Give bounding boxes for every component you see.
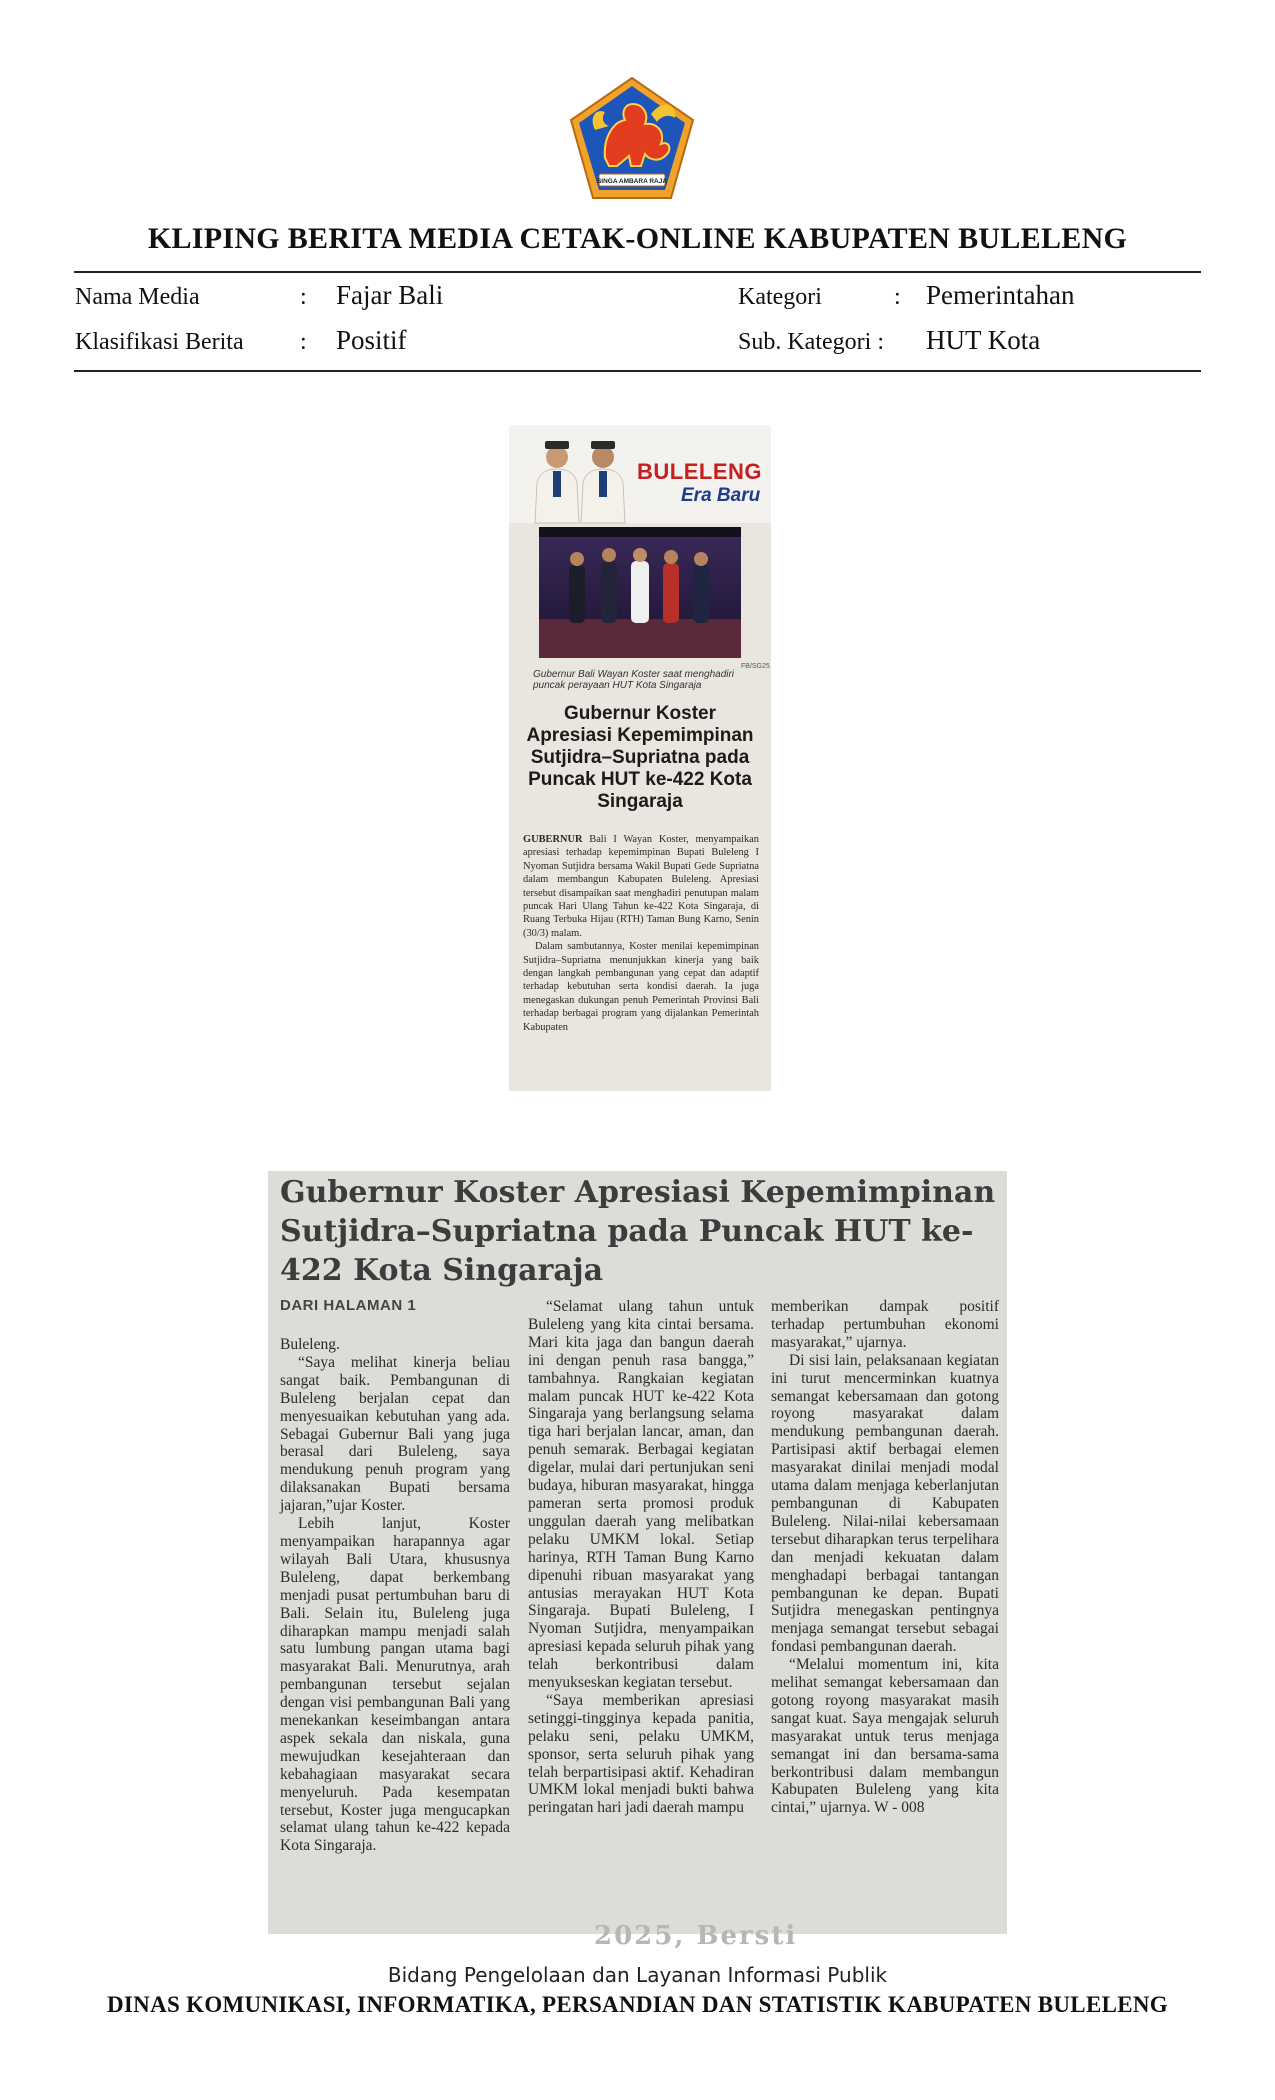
media-name-value: Fajar Bali [336,280,444,310]
footer-agency: DINAS KOMUNIKASI, INFORMATIKA, PERSANDIAN DAN STATISTIK KABUPATEN BULELENG [107,1992,1168,2017]
column-paragraph: “Melalui momentum ini, kita melihat semangat kebersamaan dan gotong royong masyarakat masih sangat kuat. Saya mengajak seluruh masyarakat untuk terus menjaga semangat ini dan bersama-sama berkontribusi dalam membangun Kabupaten Buleleng yang kita cintai,” ujarnya. W - 008 [771,1656,999,1817]
category-value: Pemerintahan [926,280,1075,310]
document-title: KLIPING BERITA MEDIA CETAK-ONLINE KABUPATEN BULELENG [147,222,1128,255]
article-column-2 [528,1298,754,1817]
official-portrait-left-icon [531,437,583,523]
column-paragraph: Lebih lanjut, Koster menyampaikan harapannya agar wilayah Bali Utara, khususnya Buleleng, dapat berkembang menjadi pusat pertumbuhan baru di Bali. Selain itu, Buleleng juga diharapkan mampu menjadi salah satu lumbung pangan utama bagi masyarakat Bali. Menurutnya, arah pembangunan tersebut sejalan dengan visi pembangunan Bali yang menekankan keseimbangan antara aspek sekala dan niskala, guna mewujudkan kesejahteraan dan kebahagiaan masyarakat secara menyeluruh. Pada kesempatan tersebut, Koster juga mengucapkan selamat ulang tahun ke-422 kepada Kota Singaraja. [280,1515,510,1855]
official-portrait-right-icon [577,437,629,523]
subcategory-value: HUT Kota [926,325,1041,355]
column-paragraph: Di sisi lain, pelaksanaan kegiatan ini turut mencerminkan kuatnya semangat kebersamaan dan gotong royong masyarakat dalam mendukung pembangunan daerah. Partisipasi aktif berbagai elemen masyarakat dinilai menjadi modal utama dalam menjaga keberlanjutan pembangunan di Kabupaten Buleleng. Nilai-nilai kebersamaan tersebut diharapkan terus terpelihara dan menjadi kekuatan dalam menghadapi berbagai tantangan pembangunan ke depan. Bupati Sutjidra menegaskan pentingnya menjaga semangat tersebut sebagai fondasi pembangunan daerah. [771,1351,999,1656]
svg-text:SINGA AMBARA RAJA: SINGA AMBARA RAJA [596,178,668,185]
classification-label: Klasifikasi Berita [75,329,244,355]
continued-from-label: DARI HALAMAN 1 [280,1297,417,1314]
clipping-headline: Gubernur Koster Apresiasi Kepemimpinan Sutjidra–Supriatna pada Puncak HUT ke-422 Kota Singaraja [526,703,754,812]
media-name-separator: : [300,284,307,310]
column-paragraph: “Saya memberikan apresiasi setinggi-tingginya kepada panitia, pelaku seni, pelaku UMKM, sponsor, serta seluruh pihak yang telah berpartisipasi aktif. Kehadiran UMKM lokal menjadi bukti bahwa peringatan hari jadi daerah mampu [528,1691,754,1817]
body-text: Bali I Wayan Koster, menyampaikan apresiasi terhadap kepemimpinan Bupati Buleleng I Nyoman Sutjidra bersama Wakil Bupati Gede Supriatna dalam membangun Kabupaten Buleleng. Apresiasi tersebut disampaikan saat menghadiri penutupan malam puncak Hari Ulang Tahun ke-422 Kota Singaraja, di Ruang Terbuka Hijau (RTH) Taman Bung Karno, Senin (30/3) malam. [523,834,759,939]
header-divider-top [74,271,1201,273]
newspaper-clipping-continuation [268,1171,1007,1951]
event-photo [539,527,741,658]
clipping-brand: BULELENG [637,459,762,484]
photo-credit: FB/SG25 [741,663,770,670]
body-paragraph: Dalam sambutannya, Koster menilai kepemimpinan Sutjidra–Supriatna menunjukkan kinerja yang baik dengan langkah pembangunan yang cepat dan adaptif terhadap kebutuhan serta kondisi daerah. Ia juga menegaskan dukungan penuh Pemerintah Provinsi Bali terhadap berbagai program yang dijalankan Pemerintah Kabupaten [523,941,759,1033]
photo-caption: Gubernur Bali Wayan Koster saat menghadiri puncak perayaan HUT Kota Singaraja [533,669,735,691]
article-column-1 [280,1336,510,1855]
column-paragraph: “Selamat ulang tahun untuk Buleleng yang kita cintai bersama. Mari kita jaga dan bangun daerah ini dengan penuh rasa bangga,” tambahnya. Rangkaian kegiatan malam puncak HUT ke-422 Kota Singaraja yang berlangsung selama tiga hari berjalan lancar, aman, dan penuh semarak. Berbagai kegiatan digelar, mulai dari pertunjukan seni budaya, hiburan masyarakat, hingga pameran serta promosi produk unggulan daerah yang melibatkan pelaku UMKM lokal. Setiap harinya, RTH Taman Bung Karno dipenuhi ribuan masyarakat yang antusias merayakan HUT Kota Singaraja. Bupati Buleleng, I Nyoman Sutjidra, menyampaikan apresiasi kepada seluruh pihak yang telah berkontribusi dalam menyukseskan kegiatan tersebut. [528,1298,754,1692]
column-paragraph: memberikan dampak positif terhadap pertumbuhan ekonomi masyarakat,” ujarnya. [771,1298,999,1351]
category-label: Kategori [738,284,822,310]
newspaper-clipping-front-page [509,425,771,1091]
clipping-headline: Gubernur Koster Apresiasi Kepemimpinan Sutjidra–Supriatna pada Puncak HUT ke-422 Kota Singaraja [280,1175,996,1288]
buleleng-regency-coat-of-arms-icon [565,74,699,202]
subcategory-label: Sub. Kategori : [738,329,884,355]
clipping-banner [509,425,771,523]
category-separator: : [894,284,901,310]
cut-off-footer-text: 2025, Bersti [594,1921,798,1951]
clipping-body [523,833,759,1034]
column-paragraph: Buleleng. [280,1336,340,1353]
header-divider-bottom [74,370,1201,372]
column-paragraph: “Saya melihat kinerja beliau sangat baik. Pembangunan di Buleleng berjalan cepat dan menyesuaikan kebutuhan yang ada. Sebagai Gubernur Bali yang juga berasal dari Buleleng, saya mendukung penuh program yang dilaksanakan Bupati bersama jajaran,”ujar Koster. [280,1353,510,1515]
classification-value: Positif [336,325,407,355]
body-paragraph [523,833,759,940]
media-name-label: Nama Media [75,284,200,310]
footer-division: Bidang Pengelolaan dan Layanan Informasi Publik [387,1963,888,1987]
lead-word: GUBERNUR [523,834,583,845]
article-column-3 [771,1298,999,1817]
clipping-brand-tagline: Era Baru [681,485,761,506]
classification-separator: : [300,329,307,355]
